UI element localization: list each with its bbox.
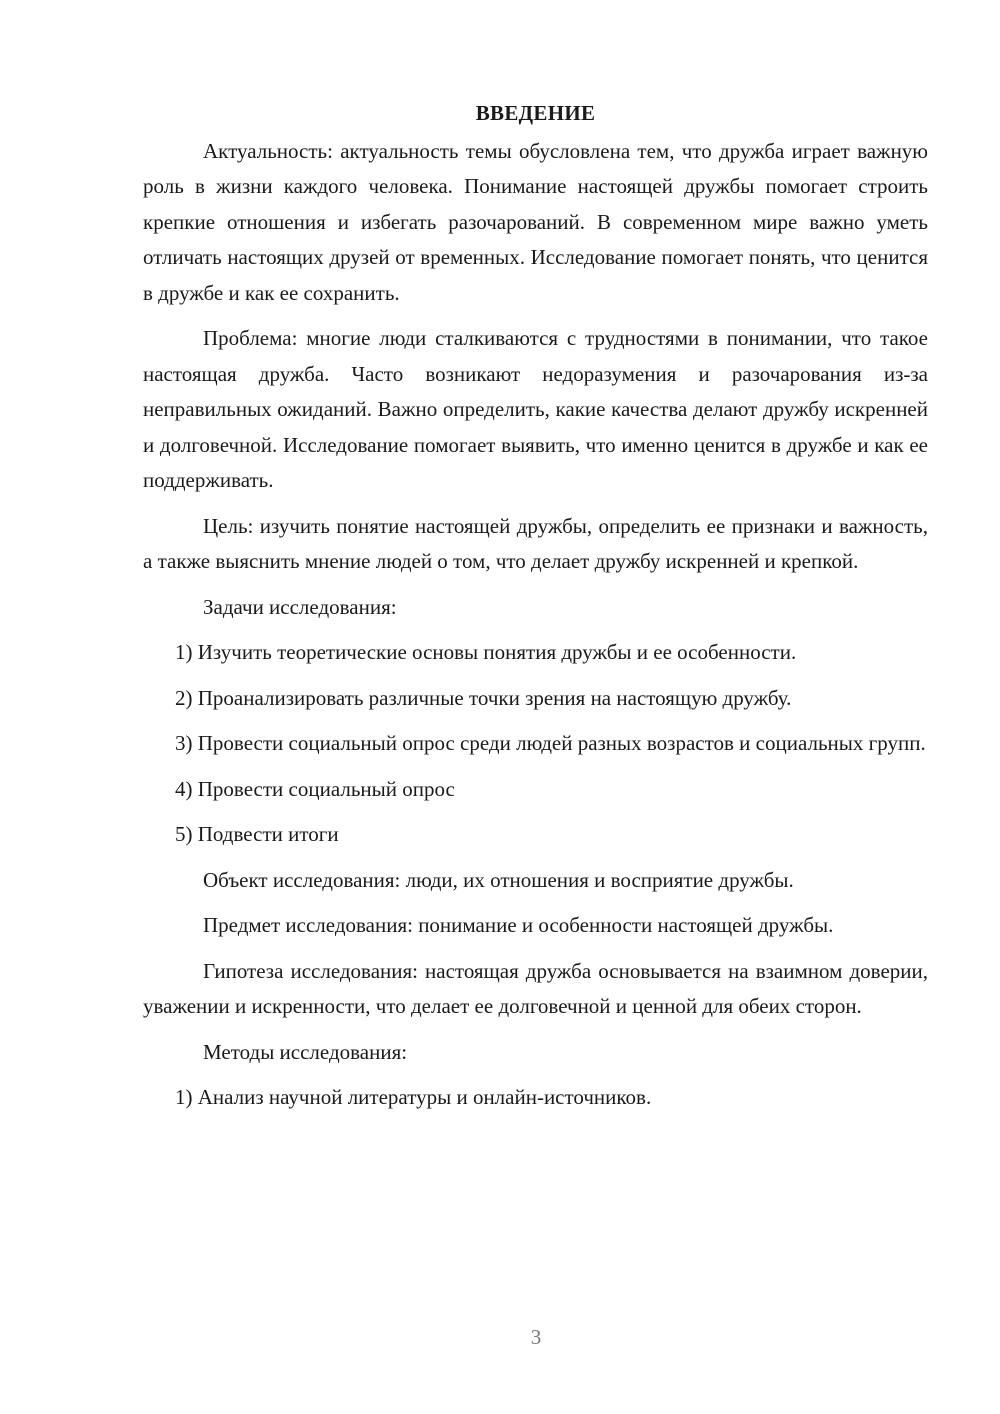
- problem-paragraph: Проблема: многие люди сталкиваются с трудностями в понимании, что такое настоящая дружба. Часто возникают недоразумения и разочарования из-за неправильных ожиданий. Важно определить, какие качества делают дружбу искренней и долговечной. Исследование помогает выявить, что именно ценится в дружбе и как ее поддерживать.: [143, 326, 928, 492]
- task-item-1: 1) Изучить теоретические основы понятия дружбы и ее особенности.: [175, 640, 797, 664]
- task-item-3: 3) Провести социальный опрос среди людей разных возрастов и социальных групп.: [175, 731, 926, 755]
- object-paragraph: Объект исследования: люди, их отношения и восприятие дружбы.: [203, 867, 794, 892]
- page-number: 3: [530, 1325, 542, 1349]
- document-title: ВВЕДЕНИЕ: [475, 101, 596, 125]
- goal-paragraph: Цель: изучить понятие настоящей дружбы, определить ее признаки и важность, а также выяснить мнение людей о том, что делает дружбу искренней и крепкой.: [143, 513, 928, 573]
- task-item-4: 4) Провести социальный опрос: [175, 776, 455, 801]
- document-page: [143, 96, 928, 1126]
- relevance-paragraph: Актуальность: актуальность темы обусловлена тем, что дружба играет важную роль в жизни каждого человека. Понимание настоящей дружбы помогает строить крепкие отношения и избегать разочарований. В современном мире важно уметь отличать настоящих друзей от временных. Исследование помогает понять, что ценится в дружбе и как ее сохранить.: [143, 138, 928, 305]
- tasks-heading: Задачи исследования:: [203, 594, 397, 619]
- task-item-5: 5) Подвести итоги: [175, 822, 339, 846]
- subject-paragraph: Предмет исследования: понимание и особенности настоящей дружбы.: [203, 913, 834, 937]
- methods-heading: Методы исследования:: [203, 1039, 408, 1064]
- hypothesis-paragraph: Гипотеза исследования: настоящая дружба основывается на взаимном доверии, уважении и искренности, что делает ее долговечной и ценной для обеих сторон.: [143, 958, 928, 1018]
- task-item-2: 2) Проанализировать различные точки зрения на настоящую дружбу.: [175, 685, 792, 710]
- method-item-1: 1) Анализ научной литературы и онлайн-источников.: [175, 1085, 652, 1109]
